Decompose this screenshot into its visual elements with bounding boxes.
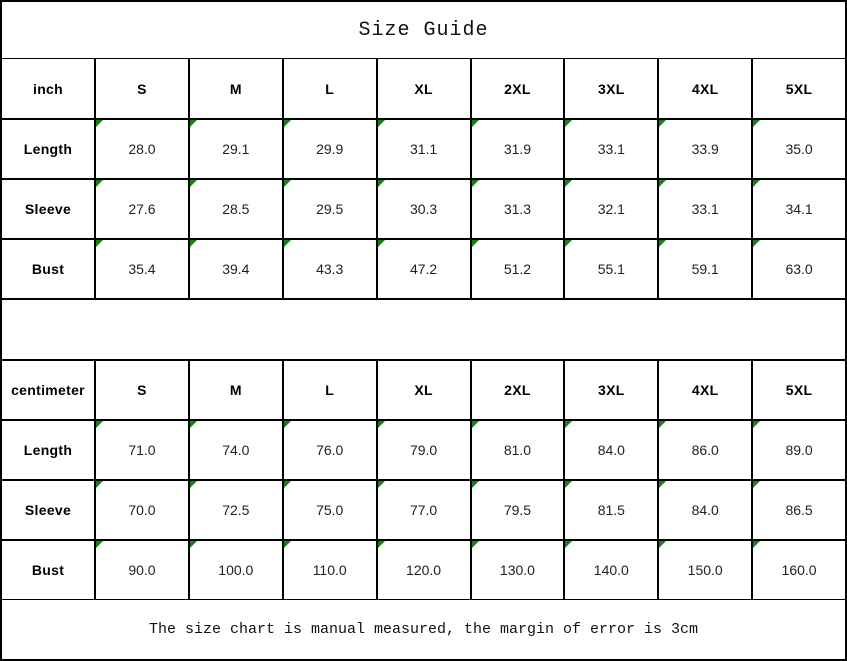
cell-flag-icon	[96, 240, 103, 247]
value-cell: 29.5	[282, 178, 376, 238]
spacer-row	[2, 298, 845, 359]
value-cell: 35.4	[94, 238, 188, 298]
col-header-m: M	[188, 359, 282, 419]
value-cell: 90.0	[94, 539, 188, 599]
cell-flag-icon	[378, 180, 385, 187]
value-cell: 51.2	[470, 238, 564, 298]
cell-flag-icon	[284, 421, 291, 428]
cell-flag-icon	[378, 421, 385, 428]
value-cell: 63.0	[751, 238, 845, 298]
row-label-sleeve: Sleeve	[2, 479, 94, 539]
value-cell: 81.0	[470, 419, 564, 479]
cell-flag-icon	[565, 120, 572, 127]
col-header-2xl: 2XL	[470, 359, 564, 419]
col-header-xl: XL	[376, 58, 470, 118]
cell-flag-icon	[190, 421, 197, 428]
cell-flag-icon	[190, 180, 197, 187]
value-cell: 86.5	[751, 479, 845, 539]
unit-header-inch: inch	[2, 58, 94, 118]
col-header-s: S	[94, 58, 188, 118]
cell-flag-icon	[659, 180, 666, 187]
row-label-length: Length	[2, 118, 94, 178]
cell-flag-icon	[565, 240, 572, 247]
value-cell: 110.0	[282, 539, 376, 599]
row-label-sleeve: Sleeve	[2, 178, 94, 238]
col-header-2xl: 2XL	[470, 58, 564, 118]
col-header-5xl: 5XL	[751, 359, 845, 419]
value-cell: 33.1	[563, 118, 657, 178]
cell-flag-icon	[472, 240, 479, 247]
cell-flag-icon	[472, 120, 479, 127]
col-header-4xl: 4XL	[657, 359, 751, 419]
cell-flag-icon	[284, 120, 291, 127]
cell-flag-icon	[284, 481, 291, 488]
value-cell: 39.4	[188, 238, 282, 298]
cell-flag-icon	[659, 240, 666, 247]
cell-flag-icon	[472, 481, 479, 488]
value-cell: 33.9	[657, 118, 751, 178]
cell-flag-icon	[190, 240, 197, 247]
cell-flag-icon	[472, 541, 479, 548]
value-cell: 30.3	[376, 178, 470, 238]
value-cell: 100.0	[188, 539, 282, 599]
cell-flag-icon	[753, 421, 760, 428]
value-cell: 79.5	[470, 479, 564, 539]
value-cell: 55.1	[563, 238, 657, 298]
cell-flag-icon	[96, 421, 103, 428]
value-cell: 31.1	[376, 118, 470, 178]
cell-flag-icon	[96, 541, 103, 548]
cell-flag-icon	[378, 481, 385, 488]
cell-flag-icon	[378, 120, 385, 127]
unit-header-centimeter: centimeter	[2, 359, 94, 419]
col-header-5xl: 5XL	[751, 58, 845, 118]
cell-flag-icon	[284, 541, 291, 548]
row-label-bust: Bust	[2, 539, 94, 599]
col-header-m: M	[188, 58, 282, 118]
value-cell: 70.0	[94, 479, 188, 539]
col-header-l: L	[282, 58, 376, 118]
cell-flag-icon	[659, 120, 666, 127]
cell-flag-icon	[753, 120, 760, 127]
cell-flag-icon	[190, 541, 197, 548]
value-cell: 150.0	[657, 539, 751, 599]
cell-flag-icon	[753, 481, 760, 488]
value-cell: 74.0	[188, 419, 282, 479]
value-cell: 81.5	[563, 479, 657, 539]
value-cell: 84.0	[657, 479, 751, 539]
page-title: Size Guide	[358, 18, 489, 42]
value-cell: 35.0	[751, 118, 845, 178]
cell-flag-icon	[96, 120, 103, 127]
cell-flag-icon	[659, 481, 666, 488]
value-cell: 43.3	[282, 238, 376, 298]
cell-flag-icon	[472, 421, 479, 428]
cell-flag-icon	[378, 541, 385, 548]
value-cell: 79.0	[376, 419, 470, 479]
col-header-xl: XL	[376, 359, 470, 419]
value-cell: 130.0	[470, 539, 564, 599]
row-label-bust: Bust	[2, 238, 94, 298]
value-cell: 86.0	[657, 419, 751, 479]
cell-flag-icon	[190, 481, 197, 488]
value-cell: 59.1	[657, 238, 751, 298]
value-cell: 71.0	[94, 419, 188, 479]
value-cell: 28.5	[188, 178, 282, 238]
value-cell: 76.0	[282, 419, 376, 479]
col-header-l: L	[282, 359, 376, 419]
footer-note: The size chart is manual measured, the margin of error is 3cm	[2, 599, 845, 659]
cell-flag-icon	[284, 240, 291, 247]
value-cell: 29.1	[188, 118, 282, 178]
value-cell: 75.0	[282, 479, 376, 539]
col-header-3xl: 3XL	[563, 58, 657, 118]
cell-flag-icon	[565, 541, 572, 548]
value-cell: 160.0	[751, 539, 845, 599]
row-label-length: Length	[2, 419, 94, 479]
cell-flag-icon	[472, 180, 479, 187]
value-cell: 29.9	[282, 118, 376, 178]
value-cell: 32.1	[563, 178, 657, 238]
cell-flag-icon	[565, 180, 572, 187]
cell-flag-icon	[284, 180, 291, 187]
cell-flag-icon	[565, 481, 572, 488]
value-cell: 28.0	[94, 118, 188, 178]
value-cell: 77.0	[376, 479, 470, 539]
value-cell: 27.6	[94, 178, 188, 238]
cell-flag-icon	[378, 240, 385, 247]
value-cell: 72.5	[188, 479, 282, 539]
col-header-s: S	[94, 359, 188, 419]
cell-flag-icon	[753, 240, 760, 247]
value-cell: 31.9	[470, 118, 564, 178]
cell-flag-icon	[96, 180, 103, 187]
col-header-3xl: 3XL	[563, 359, 657, 419]
value-cell: 84.0	[563, 419, 657, 479]
cell-flag-icon	[565, 421, 572, 428]
value-cell: 89.0	[751, 419, 845, 479]
cell-flag-icon	[190, 120, 197, 127]
value-cell: 47.2	[376, 238, 470, 298]
cell-flag-icon	[753, 180, 760, 187]
value-cell: 140.0	[563, 539, 657, 599]
cell-flag-icon	[659, 541, 666, 548]
value-cell: 33.1	[657, 178, 751, 238]
value-cell: 34.1	[751, 178, 845, 238]
col-header-4xl: 4XL	[657, 58, 751, 118]
value-cell: 31.3	[470, 178, 564, 238]
cell-flag-icon	[659, 421, 666, 428]
cell-flag-icon	[753, 541, 760, 548]
value-cell: 120.0	[376, 539, 470, 599]
cell-flag-icon	[96, 481, 103, 488]
